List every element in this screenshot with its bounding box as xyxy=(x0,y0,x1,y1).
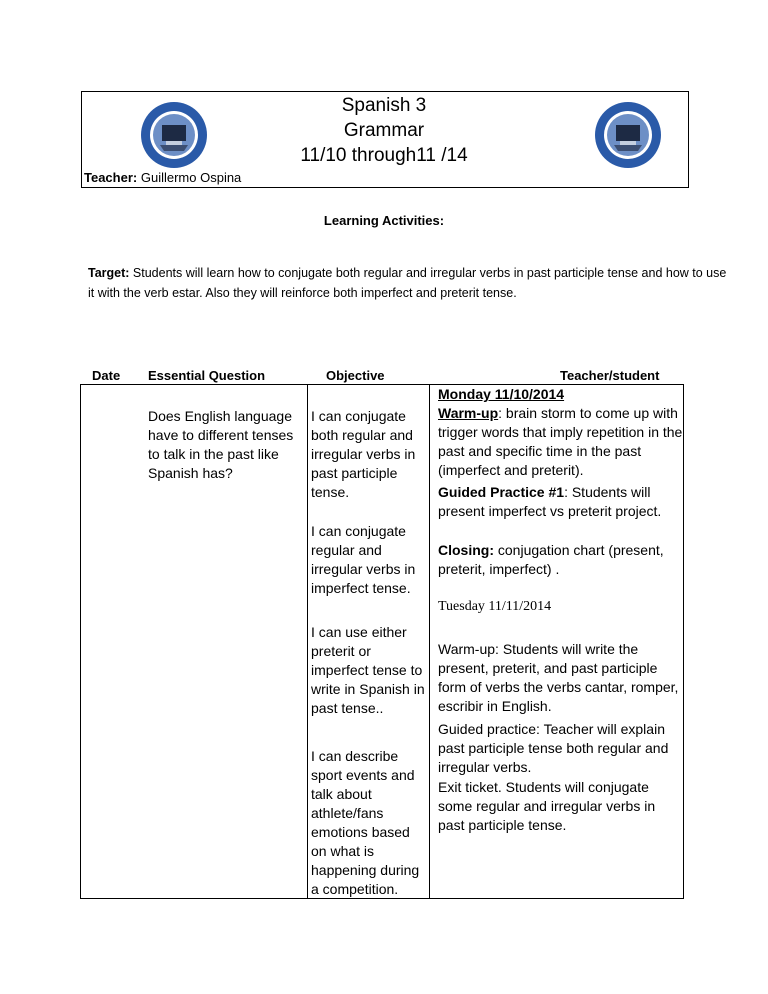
header-date: Date xyxy=(92,368,121,383)
tuesday-warmup: Warm-up: Students will write the present, preterit, and past participle form of verbs the verbs cantar, romper, escribir in English. xyxy=(438,641,679,714)
target-label: Target: xyxy=(88,266,130,280)
monday-date: Monday 11/10/2014 xyxy=(438,386,565,402)
monday-closing-text: conjugation chart (present, preterit, imperfect) . xyxy=(438,542,664,577)
tuesday-guided: Guided practice: Teacher will explain past participle tense both regular and irregular verbs. xyxy=(438,721,669,775)
unit-title: Grammar xyxy=(343,120,425,141)
table-right-border xyxy=(683,384,684,899)
monday-guided-text: : Students will present imperfect vs preterit project. xyxy=(438,484,662,519)
monday-warmup-label: Warm-up xyxy=(438,405,499,421)
school-logo-left xyxy=(140,101,208,169)
essential-question-text: Does English language have to different tenses to talk in the past like Spanish has? xyxy=(148,408,294,481)
monday-closing-label: Closing: xyxy=(438,542,494,558)
teacher-name: Guillermo Ospina xyxy=(140,170,242,185)
school-logo-right xyxy=(594,101,662,169)
header-objective: Objective xyxy=(326,368,385,383)
teacher-line xyxy=(84,170,241,185)
monday-guided-block xyxy=(438,483,683,521)
target-statement xyxy=(88,263,728,303)
objective-item: I can use either preterit or imperfect tense to write in Spanish in past tense.. xyxy=(311,624,425,716)
date-range: 11/10 through11 /14 xyxy=(300,145,468,166)
monday-guided-label: Guided Practice #1 xyxy=(438,484,565,500)
objective-item: I can conjugate both regular and irregular verbs in past participle tense. xyxy=(311,408,416,500)
course-title: Spanish 3 xyxy=(341,95,427,116)
tuesday-date: Tuesday 11/11/2014 xyxy=(438,599,552,614)
tuesday-exit: Exit ticket. Students will conjugate some regular and irregular verbs in past participle tense. xyxy=(438,779,656,833)
monday-closing-block xyxy=(438,541,683,579)
monday-block xyxy=(438,385,683,480)
table-divider-teacher xyxy=(429,384,430,899)
learning-activities-heading: Learning Activities: xyxy=(323,213,445,228)
objective-item: I can describe sport events and talk about athlete/fans emotions based on what is happening during a competition. xyxy=(311,748,420,897)
teacher-label: Teacher: xyxy=(84,170,138,185)
monday-warmup-text: : brain storm to come up with trigger words that imply repetition in the past and specific time in the past (imperfect and preterit). xyxy=(438,405,683,478)
header-teacher-student: Teacher/student xyxy=(560,368,660,383)
target-text: Students will learn how to conjugate both regular and irregular verbs in past participle tense and how to use it with the verb estar. Also they will reinforce both imperfect and preterit tense. xyxy=(88,266,727,300)
header-essential-question: Essential Question xyxy=(148,368,266,383)
table-divider-objective xyxy=(307,384,308,899)
objective-item: I can conjugate regular and irregular verbs in imperfect tense. xyxy=(311,523,416,596)
table-left-border xyxy=(80,384,81,899)
